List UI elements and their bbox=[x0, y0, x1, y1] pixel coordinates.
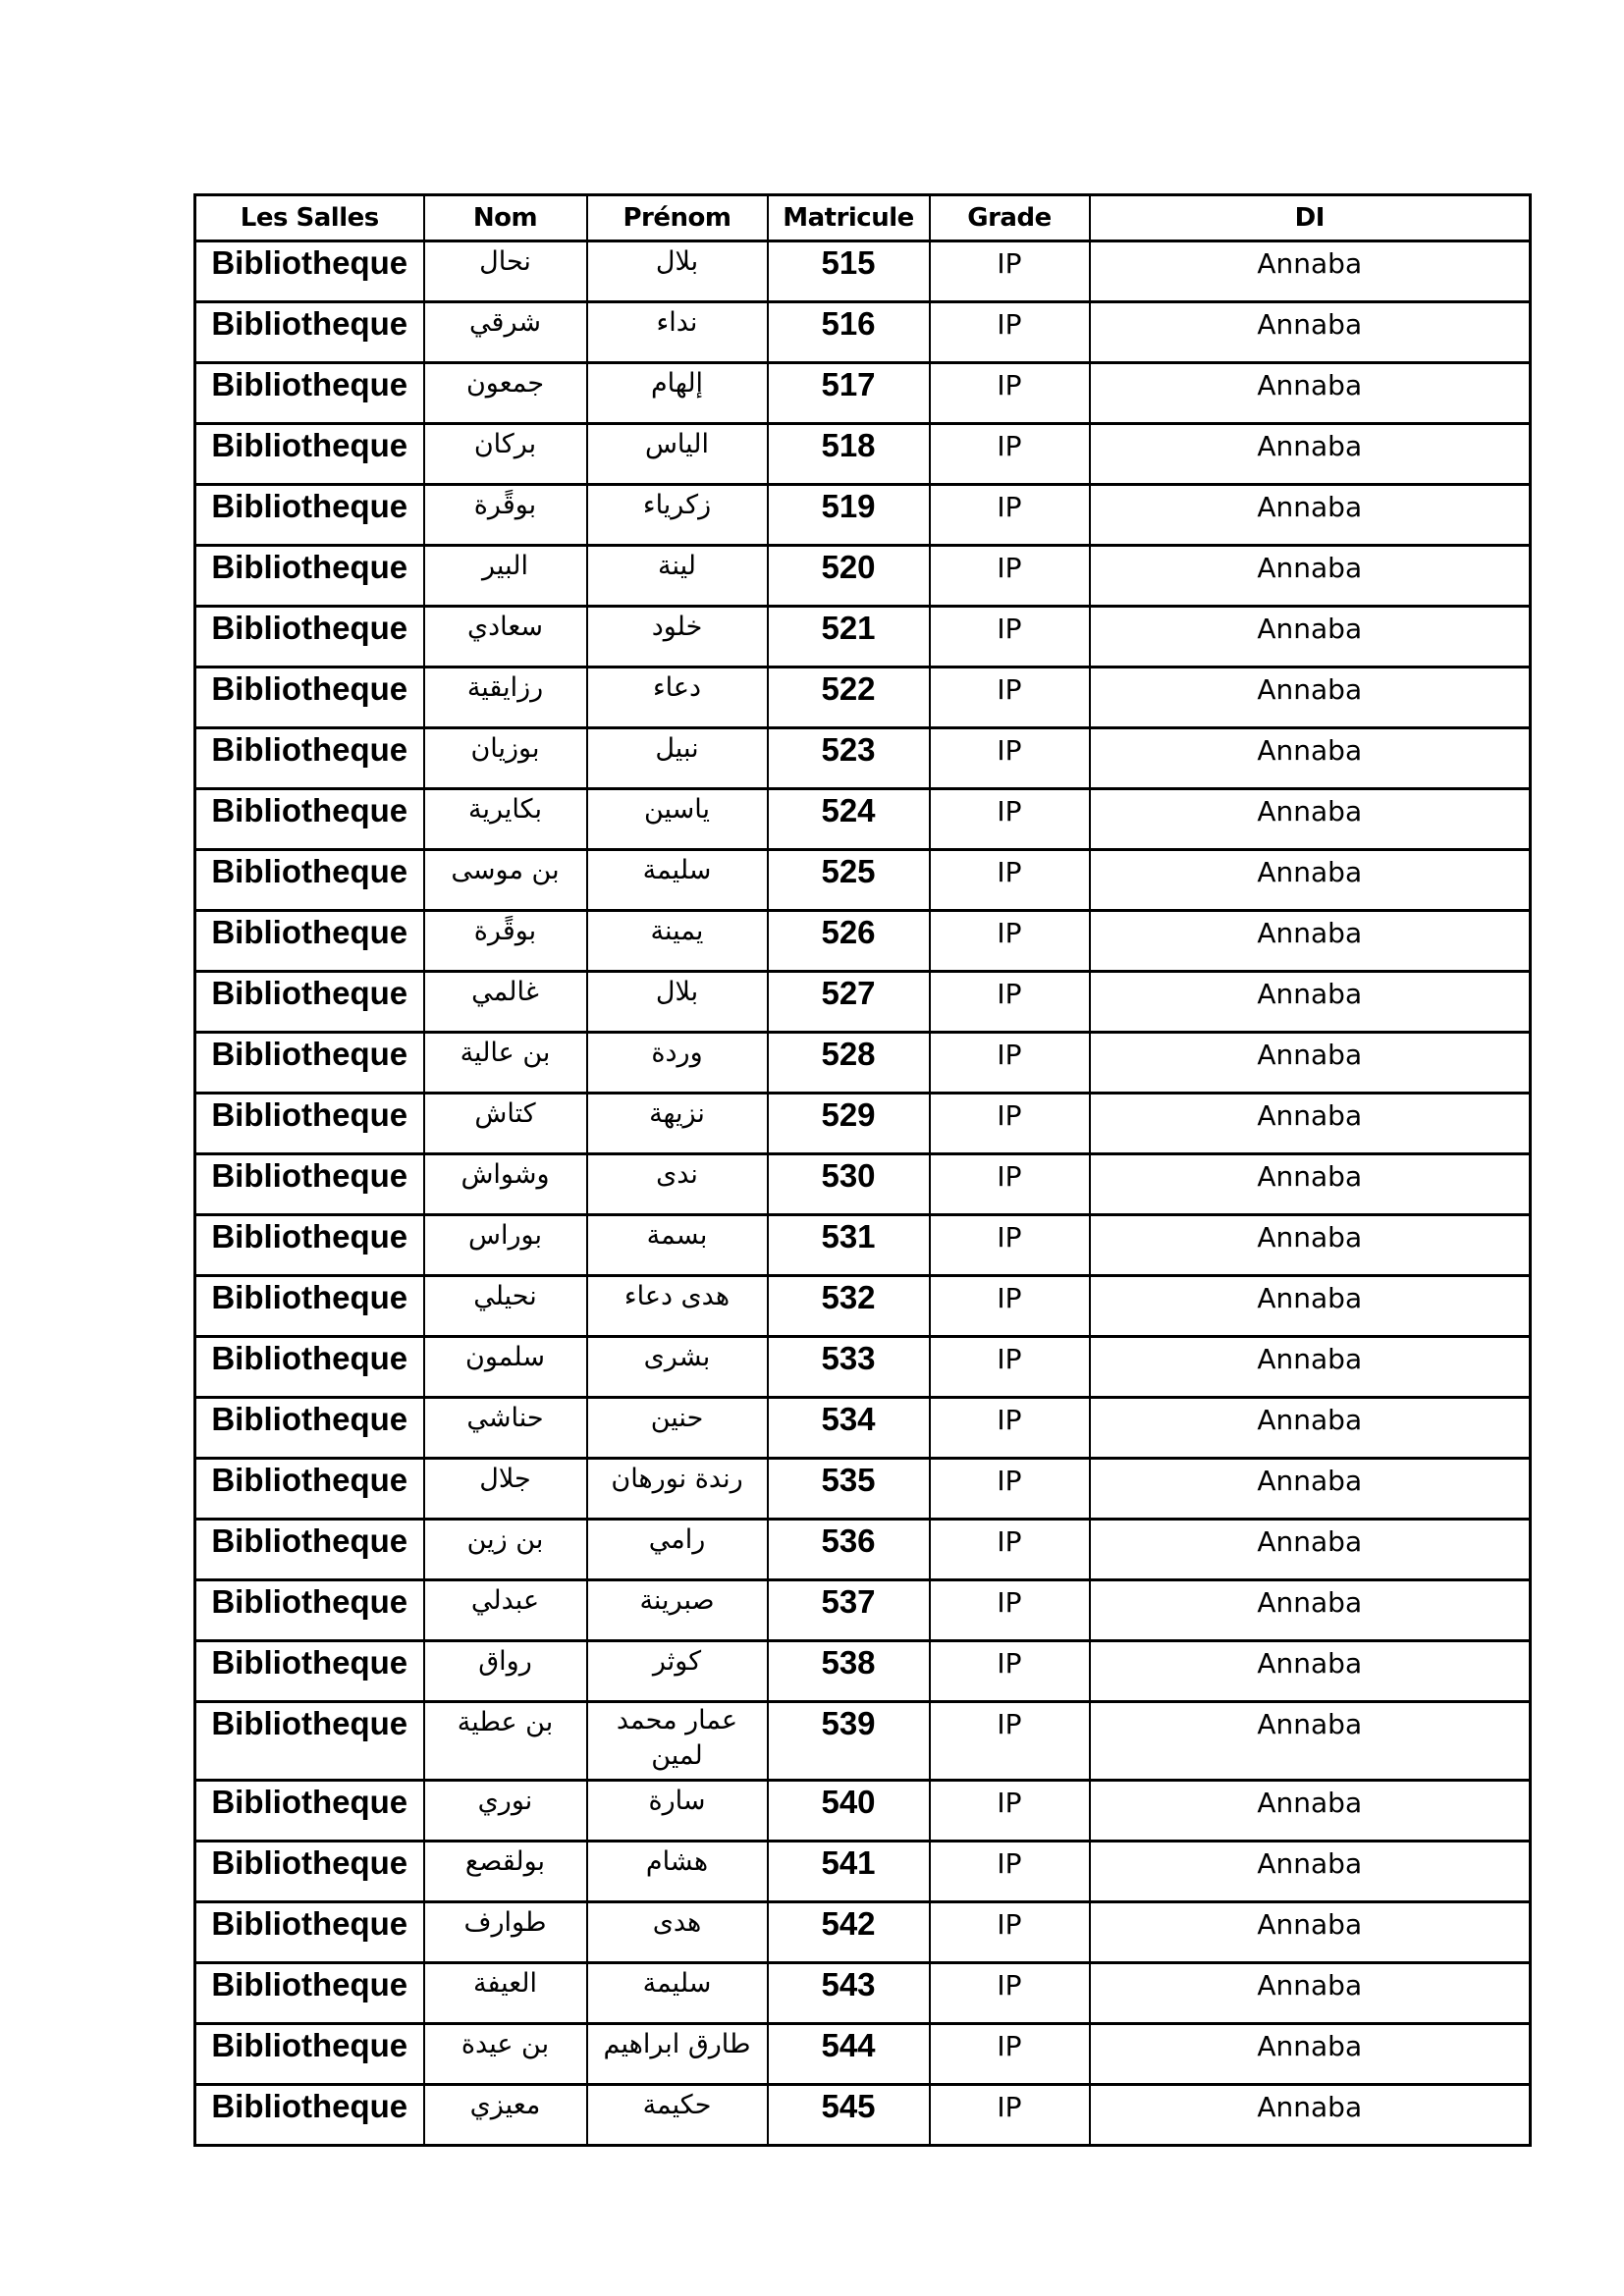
cell-matricule: 540 bbox=[768, 1781, 930, 1842]
cell-prenom: دعاء bbox=[587, 667, 768, 728]
cell-matricule: 528 bbox=[768, 1033, 930, 1094]
table-row bbox=[195, 1902, 1531, 1963]
cell-salle: Bibliotheque bbox=[195, 789, 424, 850]
cell-matricule: 516 bbox=[768, 302, 930, 363]
cell-salle: Bibliotheque bbox=[195, 972, 424, 1033]
cell-salle: Bibliotheque bbox=[195, 1842, 424, 1902]
table-row bbox=[195, 363, 1531, 424]
cell-matricule: 543 bbox=[768, 1963, 930, 2024]
cell-di: Annaba bbox=[1090, 1702, 1531, 1781]
cell-di: Annaba bbox=[1090, 1215, 1531, 1276]
cell-di: Annaba bbox=[1090, 363, 1531, 424]
cell-prenom: حكيمة bbox=[587, 2085, 768, 2146]
cell-nom: طوارف bbox=[424, 1902, 587, 1963]
cell-prenom: نداء bbox=[587, 302, 768, 363]
cell-matricule: 544 bbox=[768, 2024, 930, 2085]
cell-prenom: كوثر bbox=[587, 1641, 768, 1702]
cell-salle: Bibliotheque bbox=[195, 1963, 424, 2024]
cell-prenom: رندة نورهان bbox=[587, 1459, 768, 1520]
cell-salle: Bibliotheque bbox=[195, 1398, 424, 1459]
cell-nom: عبدلي bbox=[424, 1580, 587, 1641]
student-roster-table bbox=[193, 193, 1532, 2147]
cell-di: Annaba bbox=[1090, 789, 1531, 850]
cell-di: Annaba bbox=[1090, 1842, 1531, 1902]
cell-prenom: نزيهة bbox=[587, 1094, 768, 1154]
cell-prenom: صبرينة bbox=[587, 1580, 768, 1641]
cell-prenom: سليمة bbox=[587, 850, 768, 911]
cell-nom: رواق bbox=[424, 1641, 587, 1702]
cell-matricule: 526 bbox=[768, 911, 930, 972]
cell-di: Annaba bbox=[1090, 1641, 1531, 1702]
header-di: DI bbox=[1090, 195, 1531, 241]
cell-di: Annaba bbox=[1090, 972, 1531, 1033]
table-row bbox=[195, 1963, 1531, 2024]
cell-nom: حناشي bbox=[424, 1398, 587, 1459]
cell-di: Annaba bbox=[1090, 1963, 1531, 2024]
cell-salle: Bibliotheque bbox=[195, 1781, 424, 1842]
table-row bbox=[195, 1702, 1531, 1781]
table-row bbox=[195, 1842, 1531, 1902]
cell-matricule: 541 bbox=[768, 1842, 930, 1902]
cell-salle: Bibliotheque bbox=[195, 2024, 424, 2085]
cell-grade: IP bbox=[930, 1702, 1090, 1781]
cell-grade: IP bbox=[930, 1459, 1090, 1520]
cell-prenom: خلود bbox=[587, 607, 768, 667]
table-row bbox=[195, 911, 1531, 972]
table-row bbox=[195, 667, 1531, 728]
table-row bbox=[195, 1398, 1531, 1459]
cell-nom: وشواش bbox=[424, 1154, 587, 1215]
cell-nom: بن عيدة bbox=[424, 2024, 587, 2085]
table-row bbox=[195, 1459, 1531, 1520]
cell-di: Annaba bbox=[1090, 1459, 1531, 1520]
cell-grade: IP bbox=[930, 241, 1090, 302]
cell-grade: IP bbox=[930, 1094, 1090, 1154]
cell-matricule: 524 bbox=[768, 789, 930, 850]
cell-grade: IP bbox=[930, 1033, 1090, 1094]
cell-di: Annaba bbox=[1090, 1337, 1531, 1398]
cell-matricule: 533 bbox=[768, 1337, 930, 1398]
cell-matricule: 539 bbox=[768, 1702, 930, 1781]
cell-prenom: وردة bbox=[587, 1033, 768, 1094]
cell-salle: Bibliotheque bbox=[195, 728, 424, 789]
cell-nom: بولقصع bbox=[424, 1842, 587, 1902]
table-row bbox=[195, 302, 1531, 363]
cell-di: Annaba bbox=[1090, 241, 1531, 302]
cell-di: Annaba bbox=[1090, 728, 1531, 789]
cell-prenom: نبيل bbox=[587, 728, 768, 789]
cell-matricule: 523 bbox=[768, 728, 930, 789]
cell-prenom: سارة bbox=[587, 1781, 768, 1842]
cell-nom: بن زين bbox=[424, 1520, 587, 1580]
cell-grade: IP bbox=[930, 1902, 1090, 1963]
cell-prenom: زكرياء bbox=[587, 485, 768, 546]
cell-salle: Bibliotheque bbox=[195, 1033, 424, 1094]
table-row bbox=[195, 1337, 1531, 1398]
cell-grade: IP bbox=[930, 728, 1090, 789]
table-row bbox=[195, 1276, 1531, 1337]
table-row bbox=[195, 728, 1531, 789]
cell-grade: IP bbox=[930, 485, 1090, 546]
table-row bbox=[195, 1033, 1531, 1094]
table-header-row bbox=[195, 195, 1531, 241]
cell-salle: Bibliotheque bbox=[195, 1641, 424, 1702]
table-row bbox=[195, 1094, 1531, 1154]
cell-matricule: 536 bbox=[768, 1520, 930, 1580]
cell-salle: Bibliotheque bbox=[195, 607, 424, 667]
cell-grade: IP bbox=[930, 911, 1090, 972]
cell-di: Annaba bbox=[1090, 1580, 1531, 1641]
cell-nom: بوقًرة bbox=[424, 911, 587, 972]
cell-di: Annaba bbox=[1090, 1520, 1531, 1580]
cell-salle: Bibliotheque bbox=[195, 1902, 424, 1963]
cell-nom: معيزي bbox=[424, 2085, 587, 2146]
cell-di: Annaba bbox=[1090, 485, 1531, 546]
cell-salle: Bibliotheque bbox=[195, 241, 424, 302]
cell-salle: Bibliotheque bbox=[195, 1276, 424, 1337]
cell-grade: IP bbox=[930, 1154, 1090, 1215]
table-row bbox=[195, 1781, 1531, 1842]
cell-nom: بكايرية bbox=[424, 789, 587, 850]
cell-grade: IP bbox=[930, 1963, 1090, 2024]
cell-grade: IP bbox=[930, 607, 1090, 667]
cell-prenom: هشام bbox=[587, 1842, 768, 1902]
cell-nom: بوراس bbox=[424, 1215, 587, 1276]
cell-matricule: 534 bbox=[768, 1398, 930, 1459]
cell-salle: Bibliotheque bbox=[195, 363, 424, 424]
cell-prenom: بشرى bbox=[587, 1337, 768, 1398]
cell-di: Annaba bbox=[1090, 1094, 1531, 1154]
cell-di: Annaba bbox=[1090, 850, 1531, 911]
table-row bbox=[195, 1215, 1531, 1276]
cell-salle: Bibliotheque bbox=[195, 485, 424, 546]
cell-matricule: 529 bbox=[768, 1094, 930, 1154]
cell-nom: سعادي bbox=[424, 607, 587, 667]
cell-di: Annaba bbox=[1090, 607, 1531, 667]
cell-salle: Bibliotheque bbox=[195, 667, 424, 728]
table-row bbox=[195, 607, 1531, 667]
cell-salle: Bibliotheque bbox=[195, 850, 424, 911]
cell-nom: كتاش bbox=[424, 1094, 587, 1154]
cell-matricule: 515 bbox=[768, 241, 930, 302]
cell-nom: بن عطية bbox=[424, 1702, 587, 1781]
table-row bbox=[195, 2024, 1531, 2085]
cell-salle: Bibliotheque bbox=[195, 424, 424, 485]
cell-prenom: بسمة bbox=[587, 1215, 768, 1276]
cell-matricule: 535 bbox=[768, 1459, 930, 1520]
cell-matricule: 542 bbox=[768, 1902, 930, 1963]
cell-grade: IP bbox=[930, 1337, 1090, 1398]
cell-matricule: 520 bbox=[768, 546, 930, 607]
cell-nom: جلال bbox=[424, 1459, 587, 1520]
cell-matricule: 531 bbox=[768, 1215, 930, 1276]
cell-di: Annaba bbox=[1090, 546, 1531, 607]
cell-nom: نحال bbox=[424, 241, 587, 302]
cell-nom: العيفة bbox=[424, 1963, 587, 2024]
cell-prenom: سليمة bbox=[587, 1963, 768, 2024]
cell-salle: Bibliotheque bbox=[195, 1459, 424, 1520]
cell-matricule: 545 bbox=[768, 2085, 930, 2146]
table-row bbox=[195, 1641, 1531, 1702]
cell-nom: بوزيان bbox=[424, 728, 587, 789]
cell-nom: شرقي bbox=[424, 302, 587, 363]
cell-matricule: 532 bbox=[768, 1276, 930, 1337]
cell-grade: IP bbox=[930, 850, 1090, 911]
cell-di: Annaba bbox=[1090, 2085, 1531, 2146]
table-row bbox=[195, 485, 1531, 546]
cell-salle: Bibliotheque bbox=[195, 302, 424, 363]
cell-matricule: 522 bbox=[768, 667, 930, 728]
cell-grade: IP bbox=[930, 667, 1090, 728]
table-row bbox=[195, 424, 1531, 485]
header-matricule: Matricule bbox=[768, 195, 930, 241]
header-grade: Grade bbox=[930, 195, 1090, 241]
cell-salle: Bibliotheque bbox=[195, 2085, 424, 2146]
cell-grade: IP bbox=[930, 2085, 1090, 2146]
cell-grade: IP bbox=[930, 1641, 1090, 1702]
cell-di: Annaba bbox=[1090, 1902, 1531, 1963]
cell-di: Annaba bbox=[1090, 1398, 1531, 1459]
cell-matricule: 519 bbox=[768, 485, 930, 546]
cell-di: Annaba bbox=[1090, 1781, 1531, 1842]
table-row bbox=[195, 789, 1531, 850]
cell-nom: رزايقية bbox=[424, 667, 587, 728]
cell-salle: Bibliotheque bbox=[195, 546, 424, 607]
cell-nom: بن عالية bbox=[424, 1033, 587, 1094]
cell-grade: IP bbox=[930, 1842, 1090, 1902]
table-row bbox=[195, 1580, 1531, 1641]
cell-grade: IP bbox=[930, 424, 1090, 485]
cell-di: Annaba bbox=[1090, 667, 1531, 728]
cell-grade: IP bbox=[930, 302, 1090, 363]
cell-di: Annaba bbox=[1090, 1154, 1531, 1215]
cell-nom: بن موسى bbox=[424, 850, 587, 911]
cell-matricule: 538 bbox=[768, 1641, 930, 1702]
table-body bbox=[195, 241, 1531, 2146]
cell-grade: IP bbox=[930, 1781, 1090, 1842]
cell-matricule: 527 bbox=[768, 972, 930, 1033]
cell-grade: IP bbox=[930, 2024, 1090, 2085]
cell-prenom: لينة bbox=[587, 546, 768, 607]
cell-nom: بركان bbox=[424, 424, 587, 485]
cell-nom: نوري bbox=[424, 1781, 587, 1842]
cell-nom: جمعون bbox=[424, 363, 587, 424]
cell-nom: البير bbox=[424, 546, 587, 607]
cell-matricule: 530 bbox=[768, 1154, 930, 1215]
cell-matricule: 521 bbox=[768, 607, 930, 667]
table-row bbox=[195, 972, 1531, 1033]
cell-nom: بوقًرة bbox=[424, 485, 587, 546]
table-row bbox=[195, 2085, 1531, 2146]
cell-nom: سلمون bbox=[424, 1337, 587, 1398]
table-row bbox=[195, 1154, 1531, 1215]
cell-prenom: رامي bbox=[587, 1520, 768, 1580]
cell-prenom: هدى دعاء bbox=[587, 1276, 768, 1337]
cell-salle: Bibliotheque bbox=[195, 1580, 424, 1641]
cell-prenom: ندى bbox=[587, 1154, 768, 1215]
cell-grade: IP bbox=[930, 1520, 1090, 1580]
cell-di: Annaba bbox=[1090, 302, 1531, 363]
cell-salle: Bibliotheque bbox=[195, 1520, 424, 1580]
header-prenom: Prénom bbox=[587, 195, 768, 241]
cell-di: Annaba bbox=[1090, 2024, 1531, 2085]
cell-prenom: بلال bbox=[587, 972, 768, 1033]
header-nom: Nom bbox=[424, 195, 587, 241]
cell-salle: Bibliotheque bbox=[195, 1154, 424, 1215]
cell-grade: IP bbox=[930, 972, 1090, 1033]
cell-prenom: حنين bbox=[587, 1398, 768, 1459]
cell-matricule: 525 bbox=[768, 850, 930, 911]
cell-grade: IP bbox=[930, 1398, 1090, 1459]
table-row bbox=[195, 241, 1531, 302]
cell-matricule: 537 bbox=[768, 1580, 930, 1641]
cell-prenom: طارق ابراهيم bbox=[587, 2024, 768, 2085]
cell-prenom: بلال bbox=[587, 241, 768, 302]
cell-salle: Bibliotheque bbox=[195, 1094, 424, 1154]
cell-grade: IP bbox=[930, 1276, 1090, 1337]
cell-salle: Bibliotheque bbox=[195, 1702, 424, 1781]
table-row bbox=[195, 850, 1531, 911]
cell-prenom: عمار محمد لمين bbox=[587, 1702, 768, 1781]
cell-prenom: ياسين bbox=[587, 789, 768, 850]
cell-prenom: الياس bbox=[587, 424, 768, 485]
cell-matricule: 517 bbox=[768, 363, 930, 424]
cell-grade: IP bbox=[930, 363, 1090, 424]
cell-prenom: هدى bbox=[587, 1902, 768, 1963]
cell-matricule: 518 bbox=[768, 424, 930, 485]
cell-salle: Bibliotheque bbox=[195, 911, 424, 972]
cell-di: Annaba bbox=[1090, 1276, 1531, 1337]
cell-salle: Bibliotheque bbox=[195, 1337, 424, 1398]
cell-grade: IP bbox=[930, 1580, 1090, 1641]
cell-grade: IP bbox=[930, 546, 1090, 607]
cell-di: Annaba bbox=[1090, 911, 1531, 972]
cell-di: Annaba bbox=[1090, 1033, 1531, 1094]
cell-di: Annaba bbox=[1090, 424, 1531, 485]
cell-nom: نحيلي bbox=[424, 1276, 587, 1337]
cell-nom: غالمي bbox=[424, 972, 587, 1033]
table-row bbox=[195, 546, 1531, 607]
cell-grade: IP bbox=[930, 1215, 1090, 1276]
cell-prenom: يمينة bbox=[587, 911, 768, 972]
cell-prenom: إلهام bbox=[587, 363, 768, 424]
cell-salle: Bibliotheque bbox=[195, 1215, 424, 1276]
table-row bbox=[195, 1520, 1531, 1580]
cell-grade: IP bbox=[930, 789, 1090, 850]
header-les-salles: Les Salles bbox=[195, 195, 424, 241]
